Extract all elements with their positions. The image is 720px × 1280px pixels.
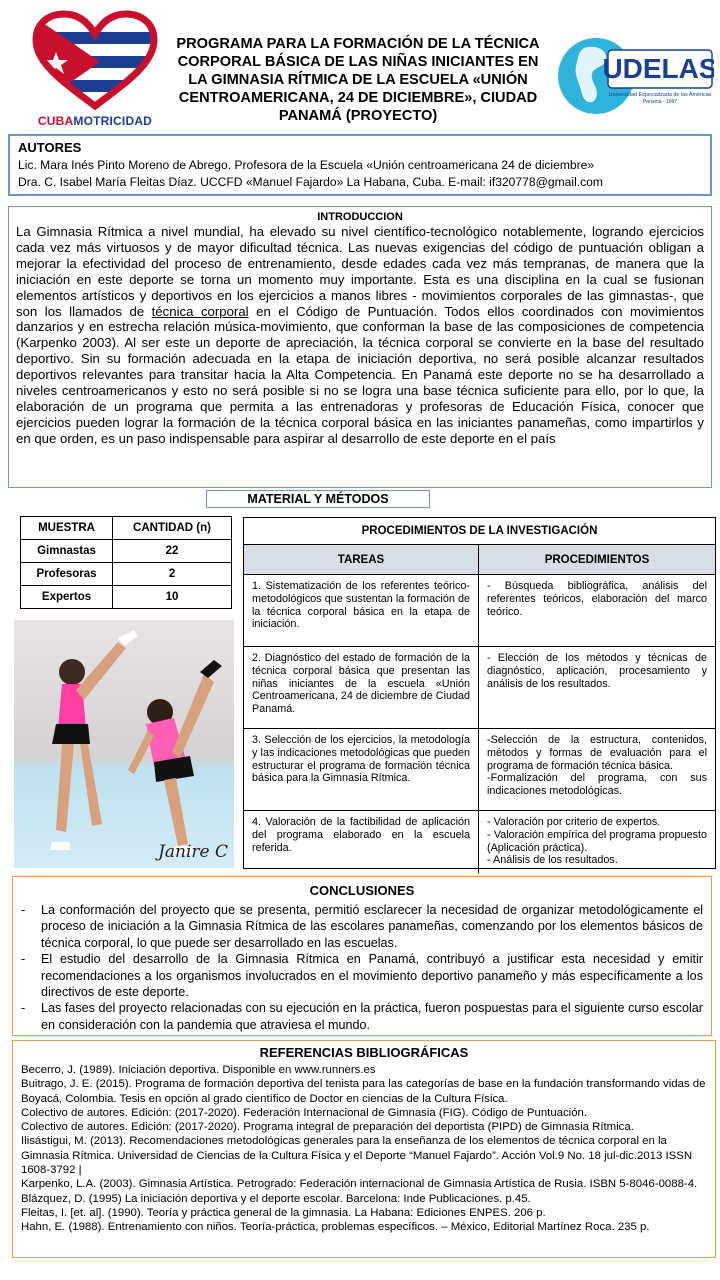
table-header-row [244,545,715,575]
procedures-table [243,517,716,869]
introduction-text: La Gimnasia Rítmica a nivel mundial, ha elevado su nivel científico-tecnológico notablemente, logrando ejercicios cada vez más virtuosos y de mayor dificultad técnica. Las nuevas exigencias del código de puntuación obligan a mejorar la efectividad del proceso de entrenamiento, desde edades cada vez más tempranas, de manera que la iniciación en este deporte se torna un momento muy importante. Esta es una disciplina en la cual se fusionan elementos artísticos y deportivos en los ejercicios a manos libres - movimientos corporales de las gimnastas-, que son los llamados de técnica corporal en el Código de Puntuación. Todos ellos coordinados con movimientos danzarios y en estrecha relación música-movimiento, que conforman la base de las composiciones de competencia (Karpenko 2003). Al ser este un deporte de apreciación, la técnica corporal se convierte en la base del resultado deportivo. Sin su formación adecuada en la etapa de iniciación deportiva, no será posible alcanzar resultados deportivos relevantes para transitar hacia la Alta Competencia. En Panamá este deporte no se ha desarrollado a niveles centroamericanos y esto no será posible si no se logra una base técnica suficiente para ello, por lo que, la elaboración de un programa que permita a las entrenadoras y profesoras de Educación Física, conocer que ejercicios pueden lograr la formación de la técnica corporal básica en las iniciantes panameñas, como impartirlos y en que orden, es un paso indispensable para aspirar al desarrollo de este deporte en el país [16,224,705,446]
task-cell: 3. Selección de los ejercicios, la metodología y las indicaciones metodológicas que pueden estructurar el programa de formación técnica básica para la Gimnasia Rítmica. [244,729,479,811]
reference-item: Blázquez, D. (1995) La iniciación deportiva y el deporte escolar. Barcelona: Inde Publicaciones. p.45. [21,1192,531,1205]
sample-table [20,516,232,609]
underlined-term: técnica corporal [151,303,249,319]
introduction-box [8,206,712,488]
authors-heading: AUTORES [18,140,82,155]
table-row [244,647,715,729]
introduction-heading: INTRODUCCION [317,211,403,223]
methods-heading: MATERIAL Y MÉTODOS [206,490,430,508]
table-row [21,540,232,563]
list-item: - El estudio del desarrollo de la Gimnasia Rítmica en Panamá, contribuyó a justificar esta necesidad y emitir recomendaciones a los organismos involucrados en el movimiento deportivo panameño y más específicamente a los directivos de este deporte. [21,952,703,1000]
table-header-row [21,517,232,540]
poster-title: PROGRAMA PARA LA FORMACIÓN DE LA TÉCNICA CORPORAL BÁSICA DE LAS NIÑAS INICIANTES EN LA GIMNASIA RÍTMICA DE LA ESCUELA «UNIÓN CENTROAMERICANA, 24 DE DICIEMBRE», CIUDAD PANAMÁ (PROYECTO) [176,36,540,124]
table-header: CANTIDAD (n) [113,517,232,540]
reference-item: Colectivo de autores. Edición: (2017-2020). Programa integral de preparación del deportista (PIPD) de Gimnasia Rítmica. [21,1121,634,1134]
author-line: Dra. C. Isabel María Fleitas Díaz. UCCFD «Manuel Fajardo» La Habana, Cuba. E-mail: if320778@gmail.com [18,175,603,189]
udelas-subtitle: Universidad Especializada de las Américas [608,92,712,98]
table-row [244,811,715,873]
table-row [21,586,232,609]
procedures-title: PROCEDIMIENTOS DE LA INVESTIGACIÓN [244,518,715,545]
task-cell: 4. Valoración de la factibilidad de aplicación del programa elaborado en la escuela referida. [244,811,479,873]
cubamotricidad-logo [30,10,160,130]
table-cell: 2 [113,563,232,586]
globe-icon [556,36,714,116]
photo-signature: Janire C [158,842,228,862]
table-row [244,729,715,811]
task-cell: 2. Diagnóstico del estado de formación de la técnica corporal básica que presentan las niñas iniciantes de la escuela «Unión Centroamericana, 24 de diciembre de Ciudad Panamá. [244,647,479,729]
heart-flag-icon [30,10,160,114]
table-header: MUESTRA [21,517,113,540]
table-cell: 22 [113,540,232,563]
table-cell: Gimnastas [21,540,113,563]
udelas-subtitle-year: Panamá - 1997 [642,99,678,105]
reference-item: Becerro, J. (1989). Iniciación deportiva. Disponible en www.runners.es [21,1064,376,1076]
reference-item: Fleitas, I. [et. al]. (1990). Teoría y práctica general de la gimnasia. La Habana: Ediciones ENPES. 206 p. [21,1206,546,1219]
udelas-wordmark: UDELAS [602,53,714,84]
table-header: PROCEDIMIENTOS [479,545,716,575]
list-item: - Las fases del proyecto relacionadas con su ejecución en la práctica, fueron pospuestas para el siguiente curso escolar en consideración con la pandemia que atraviesa el mundo. [21,1001,703,1032]
procedure-cell: - Búsqueda bibliográfica, análisis del referentes teóricos, elaboración del marco teórico. [479,575,716,647]
reference-item: Buitrago, J. E. (2015). Programa de formación deportiva del tenista para las categorías de base en la fundación transformando vidas de Boyacá, Colombia. Tesis en opción al grado científico de Doctor en ciencias de la Cultura Física. [21,1078,706,1105]
table-cell: Profesoras [21,563,113,586]
udelas-logo [556,36,714,116]
procedure-cell: -Selección de la estructura, contenidos, métodos y formas de evaluación para el programa de formación técnica básica. -Formalización del programa, con sus indicaciones metodológicas. [479,729,716,811]
authors-box [8,134,712,196]
references-box [12,1040,716,1258]
list-item: - La conformación del proyecto que se presenta, permitió esclarecer la necesidad de organizar metodológicamente el proceso de iniciación a la Gimnasia Rítmica de las escolares panameñas, comenzando por los elementos básicos de técnica corporal, lo que puede ser desarrollado en las escuelas. [21,903,703,950]
cubamotricidad-wordmark: CUBAMOTRICIDAD [37,114,153,128]
table-cell: 10 [113,586,232,609]
table-cell: Expertos [21,586,113,609]
conclusions-box [12,876,712,1036]
gymnasts-photo [14,620,234,868]
procedure-cell: - Valoración por criterio de expertos. - Valoración empírica del programa propuesto (Aplicación práctica). - Análisis de los resultados. [487,816,707,867]
reference-item: Karpenko, L.A. (2003). Gimnasia Artística. Petrogrado: Federación internacional de Gimnasia Artística de Rusia. ISBN 5-8046-0088-4. [21,1178,698,1191]
procedure-cell: - Elección de los métodos y técnicas de diagnóstico, aplicación, procesamiento y análisis de los resultados. [479,647,716,729]
reference-item: Hahn, E. (1988). Entrenamiento con niños. Teoría-práctica, problemas específicos. – México, Editorial Martínez Roca. 235 p. [21,1221,650,1234]
reference-item: Colectivo de autores. Edición: (2017-2020). Federación Internacional de Gimnasia (FIG). Código de Puntuación. [21,1106,588,1119]
conclusions-heading: CONCLUSIONES [309,883,415,898]
table-header: TAREAS [244,545,479,575]
author-line: Lic. Mara Inés Pinto Moreno de Abrego. Profesora de la Escuela «Unión centroamericana 24 de diciembre» [18,158,595,172]
reference-item: Ilisástigui, M. (2013). Recomendaciones metodológicas generales para la enseñanza de los elementos de técnica corporal en la Gimnasia Rítmica. Universidad de Ciencias de la Cultura Física y el Deporte “Manuel Fajardo”. Acción Vol.9 No. 18 jul-dic.2013 ISSN 1608-3792 | [21,1135,693,1177]
task-cell: 1. Sistematización de los referentes teórico-metodológicos que sustentan la formación de la técnica corporal básica en la etapa de iniciación. [244,575,479,647]
table-row [244,575,715,647]
table-row [21,563,232,586]
references-heading: REFERENCIAS BIBLIOGRÁFICAS [259,1045,469,1060]
